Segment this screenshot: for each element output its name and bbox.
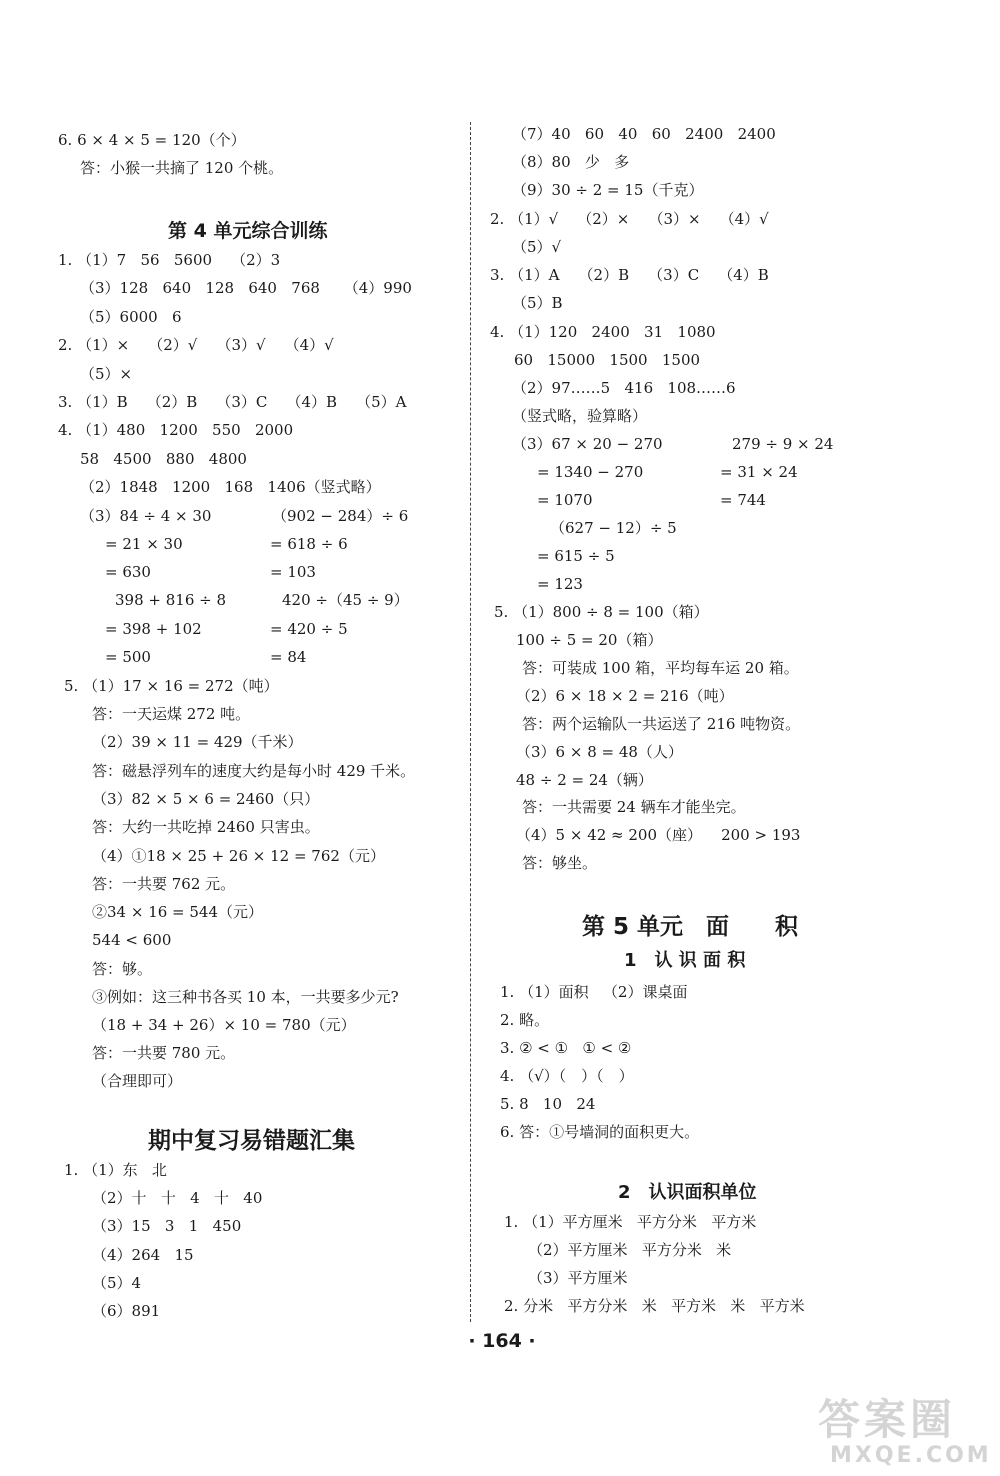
answer-line: （5）× xyxy=(80,365,133,383)
answer-line: 4. （√）（ ）（ ） xyxy=(500,1067,634,1085)
answer-line: 4. （1）120 2400 31 1080 xyxy=(490,323,716,341)
answer-line: 答：一共要 780 元。 xyxy=(92,1044,236,1062)
answer-line: 答：够。 xyxy=(92,960,153,978)
column-divider xyxy=(470,122,471,1322)
answer-line: （3）15 3 1 450 xyxy=(92,1217,242,1235)
answer-line: = 84 xyxy=(270,648,307,666)
answer-line: = 630 xyxy=(105,563,151,581)
answer-line: 1. （1）东 北 xyxy=(64,1161,167,1179)
answer-line: 3. （1）A （2）B （3）C （4）B xyxy=(490,266,769,284)
answer-line: （2）十 十 4 十 40 xyxy=(92,1189,263,1207)
answer-line: （5）6000 6 xyxy=(80,308,182,326)
answer-line: 58 4500 880 4800 xyxy=(80,450,247,468)
answer-line: （6）891 xyxy=(92,1302,161,1320)
answer-line: 答：小猴一共摘了 120 个桃。 xyxy=(80,159,284,177)
answer-line: 6. 6 × 4 × 5 = 120（个） xyxy=(58,131,246,149)
answer-line: （2）1848 1200 168 1406（竖式略） xyxy=(80,478,381,496)
section-title-unit4: 第 4 单元综合训练 xyxy=(168,220,328,242)
answer-line: （2）97……5 416 108……6 xyxy=(512,379,736,397)
answer-line: 5. （1）17 × 16 = 272（吨） xyxy=(64,677,279,695)
answer-line: （3）6 × 8 = 48（人） xyxy=(516,743,683,761)
answer-line: 5. （1）800 ÷ 8 = 100（箱） xyxy=(494,603,709,621)
watermark xyxy=(818,1396,993,1474)
watermark-url: MXQE.COM xyxy=(830,1443,992,1468)
answer-line: 2. 略。 xyxy=(500,1011,550,1029)
answer-line: 3. ② < ① ① < ② xyxy=(500,1039,632,1057)
answer-line: 1. （1）面积 （2）课桌面 xyxy=(500,983,688,1001)
answer-line: （627 − 12）÷ 5 xyxy=(550,519,677,537)
answer-line: 答：一共需要 24 辆车才能坐完。 xyxy=(522,798,746,816)
answer-line: 5. 8 10 24 xyxy=(500,1095,596,1113)
answer-line: （3）82 × 5 × 6 = 2460（只） xyxy=(92,790,320,808)
answer-line: （3）平方厘米 xyxy=(528,1269,628,1287)
answer-line: （合理即可） xyxy=(92,1072,183,1090)
answer-line: （902 − 284）÷ 6 xyxy=(272,507,409,525)
answer-line: 答：两个运输队一共运送了 216 吨物资。 xyxy=(522,715,801,733)
answer-line: （4）5 × 42 ≈ 200（座） 200 > 193 xyxy=(516,826,801,844)
answer-line: = 744 xyxy=(720,491,766,509)
answer-line: = 1340 − 270 xyxy=(537,463,644,481)
answer-line: 4. （1）480 1200 550 2000 xyxy=(58,421,294,439)
answer-line: ②34 × 16 = 544（元） xyxy=(92,903,264,921)
answer-line: （3）67 × 20 − 270 xyxy=(512,435,663,453)
answer-line: （9）30 ÷ 2 = 15（千克） xyxy=(512,181,704,199)
answer-line: （5）4 xyxy=(92,1274,142,1292)
answer-line: （7）40 60 40 60 2400 2400 xyxy=(512,125,776,143)
answer-line: 2. （1）× （2）√ （3）√ （4）√ xyxy=(58,336,334,354)
answer-line: （18 + 34 + 26）× 10 = 780（元） xyxy=(92,1016,356,1034)
answer-line: = 123 xyxy=(537,575,583,593)
answer-line: （2）39 × 11 = 429（千米） xyxy=(92,733,303,751)
answer-line: 答：可装成 100 箱，平均每车运 20 箱。 xyxy=(522,659,799,677)
answer-line: = 31 × 24 xyxy=(720,463,798,481)
answer-line: 398 + 816 ÷ 8 xyxy=(115,591,227,609)
answer-line: = 500 xyxy=(105,648,151,666)
answer-line: 答：一共要 762 元。 xyxy=(92,875,236,893)
answer-line: （4）264 15 xyxy=(92,1246,194,1264)
answer-line: （3）84 ÷ 4 × 30 xyxy=(80,507,212,525)
watermark-text: 答案圈 xyxy=(818,1395,957,1444)
answer-line: 3. （1）B （2）B （3）C （4）B （5）A xyxy=(58,393,407,411)
answer-line: 544 < 600 xyxy=(92,931,172,949)
answer-line: （8）80 少 多 xyxy=(512,153,630,171)
section-title-midterm: 期中复习易错题汇集 xyxy=(148,1128,355,1154)
answer-line: （2）平方厘米 平方分米 米 xyxy=(528,1241,732,1259)
page-number: · 164 · xyxy=(468,1330,536,1352)
section-title-unit5: 第 5 单元 面 积 xyxy=(582,914,799,940)
subsection-title: 2 认识面积单位 xyxy=(618,1182,757,1203)
answer-line: 100 ÷ 5 = 20（箱） xyxy=(516,631,663,649)
answer-line: 答：一天运煤 272 吨。 xyxy=(92,705,251,723)
answer-line: 60 15000 1500 1500 xyxy=(514,351,701,369)
answer-line: 420 ÷（45 ÷ 9） xyxy=(282,591,409,609)
answer-line: 1. （1）7 56 5600 （2）3 xyxy=(58,251,281,269)
answer-line: （2）6 × 18 × 2 = 216（吨） xyxy=(516,687,734,705)
answer-line: （竖式略，验算略） xyxy=(512,407,648,425)
answer-line: 48 ÷ 2 = 24（辆） xyxy=(516,771,653,789)
answer-line: = 21 × 30 xyxy=(105,535,183,553)
answer-line: = 398 + 102 xyxy=(105,620,202,638)
answer-line: = 1070 xyxy=(537,491,593,509)
answer-line: 答：大约一共吃掉 2460 只害虫。 xyxy=(92,818,320,836)
answer-line: 答：磁悬浮列车的速度大约是每小时 429 千米。 xyxy=(92,762,416,780)
answer-line: （4）①18 × 25 + 26 × 12 = 762（元） xyxy=(92,847,385,865)
answer-line: 2. （1）√ （2）× （3）× （4）√ xyxy=(490,210,769,228)
answer-line: = 103 xyxy=(270,563,316,581)
answer-line: = 420 ÷ 5 xyxy=(270,620,348,638)
answer-line: 6. 答：①号墙洞的面积更大。 xyxy=(500,1123,700,1141)
subsection-title: 1 认 识 面 积 xyxy=(624,950,746,971)
answer-line: = 615 ÷ 5 xyxy=(537,547,615,565)
answer-line: （3）128 640 128 640 768 （4）990 xyxy=(80,279,412,297)
answer-line: （5）B xyxy=(512,294,563,312)
answer-line: 2. 分米 平方分米 米 平方米 米 平方米 xyxy=(504,1297,805,1315)
answer-line: = 618 ÷ 6 xyxy=(270,535,348,553)
answer-line: 1. （1）平方厘米 平方分米 平方米 xyxy=(504,1213,757,1231)
answer-line: ③例如：这三种书各买 10 本，一共要多少元? xyxy=(92,988,399,1006)
answer-line: （5）√ xyxy=(512,238,562,256)
answer-line: 279 ÷ 9 × 24 xyxy=(732,435,834,453)
answer-line: 答：够坐。 xyxy=(522,854,598,872)
